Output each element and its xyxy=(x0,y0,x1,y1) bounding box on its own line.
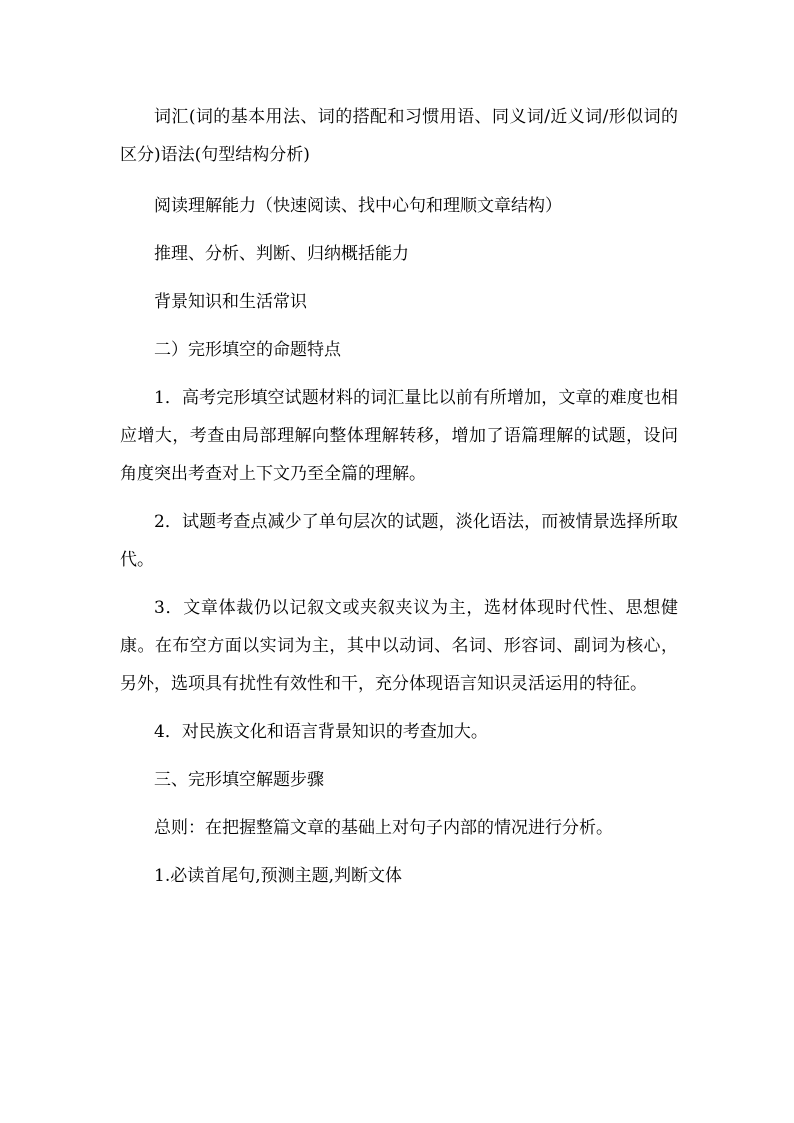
paragraph-feature-4: 4．对民族文化和语言背景知识的考查加大。 xyxy=(154,722,488,742)
paragraph-reading-ability: 阅读理解能力（快速阅读、找中心句和理顺文章结构） xyxy=(154,196,562,216)
paragraph-feature-2: 2．试题考查点减少了单句层次的试题，淡化语法，而被情景选择所取代。 xyxy=(120,512,678,570)
section-heading-cloze-features: 二）完形填空的命题特点 xyxy=(154,340,341,360)
paragraph-general-rule: 总则：在把握整篇文章的基础上对句子内部的情况进行分析。 xyxy=(154,818,613,838)
paragraph-reasoning-ability: 推理、分析、判断、归纳概括能力 xyxy=(154,244,409,264)
document-body xyxy=(120,98,678,905)
paragraph-feature-1: 1．高考完形填空试题材料的词汇量比以前有所增加，文章的难度也相应增大，考查由局部理解向整体理解转移，增加了语篇理解的试题，设问角度突出考查对上下文乃至全篇的理解。 xyxy=(120,388,678,484)
paragraph-feature-3: 3．文章体裁仍以记叙文或夹叙夹议为主，选材体现时代性、思想健康。在布空方面以实词为主，其中以动词、名词、形容词、副词为核心，另外，选项具有扰性有效性和干，充分体现语言知识灵活运用的特征。 xyxy=(120,598,678,694)
paragraph-step-1: 1.必读首尾句,预测主题,判断文体 xyxy=(154,866,403,886)
paragraph-background-knowledge: 背景知识和生活常识 xyxy=(154,292,307,312)
section-heading-cloze-steps: 三、完形填空解题步骤 xyxy=(154,770,324,790)
paragraph-vocabulary-grammar: 词汇(词的基本用法、词的搭配和习惯用语、同义词/近义词/形似词的区分)语法(句型结构分析) xyxy=(120,107,678,165)
